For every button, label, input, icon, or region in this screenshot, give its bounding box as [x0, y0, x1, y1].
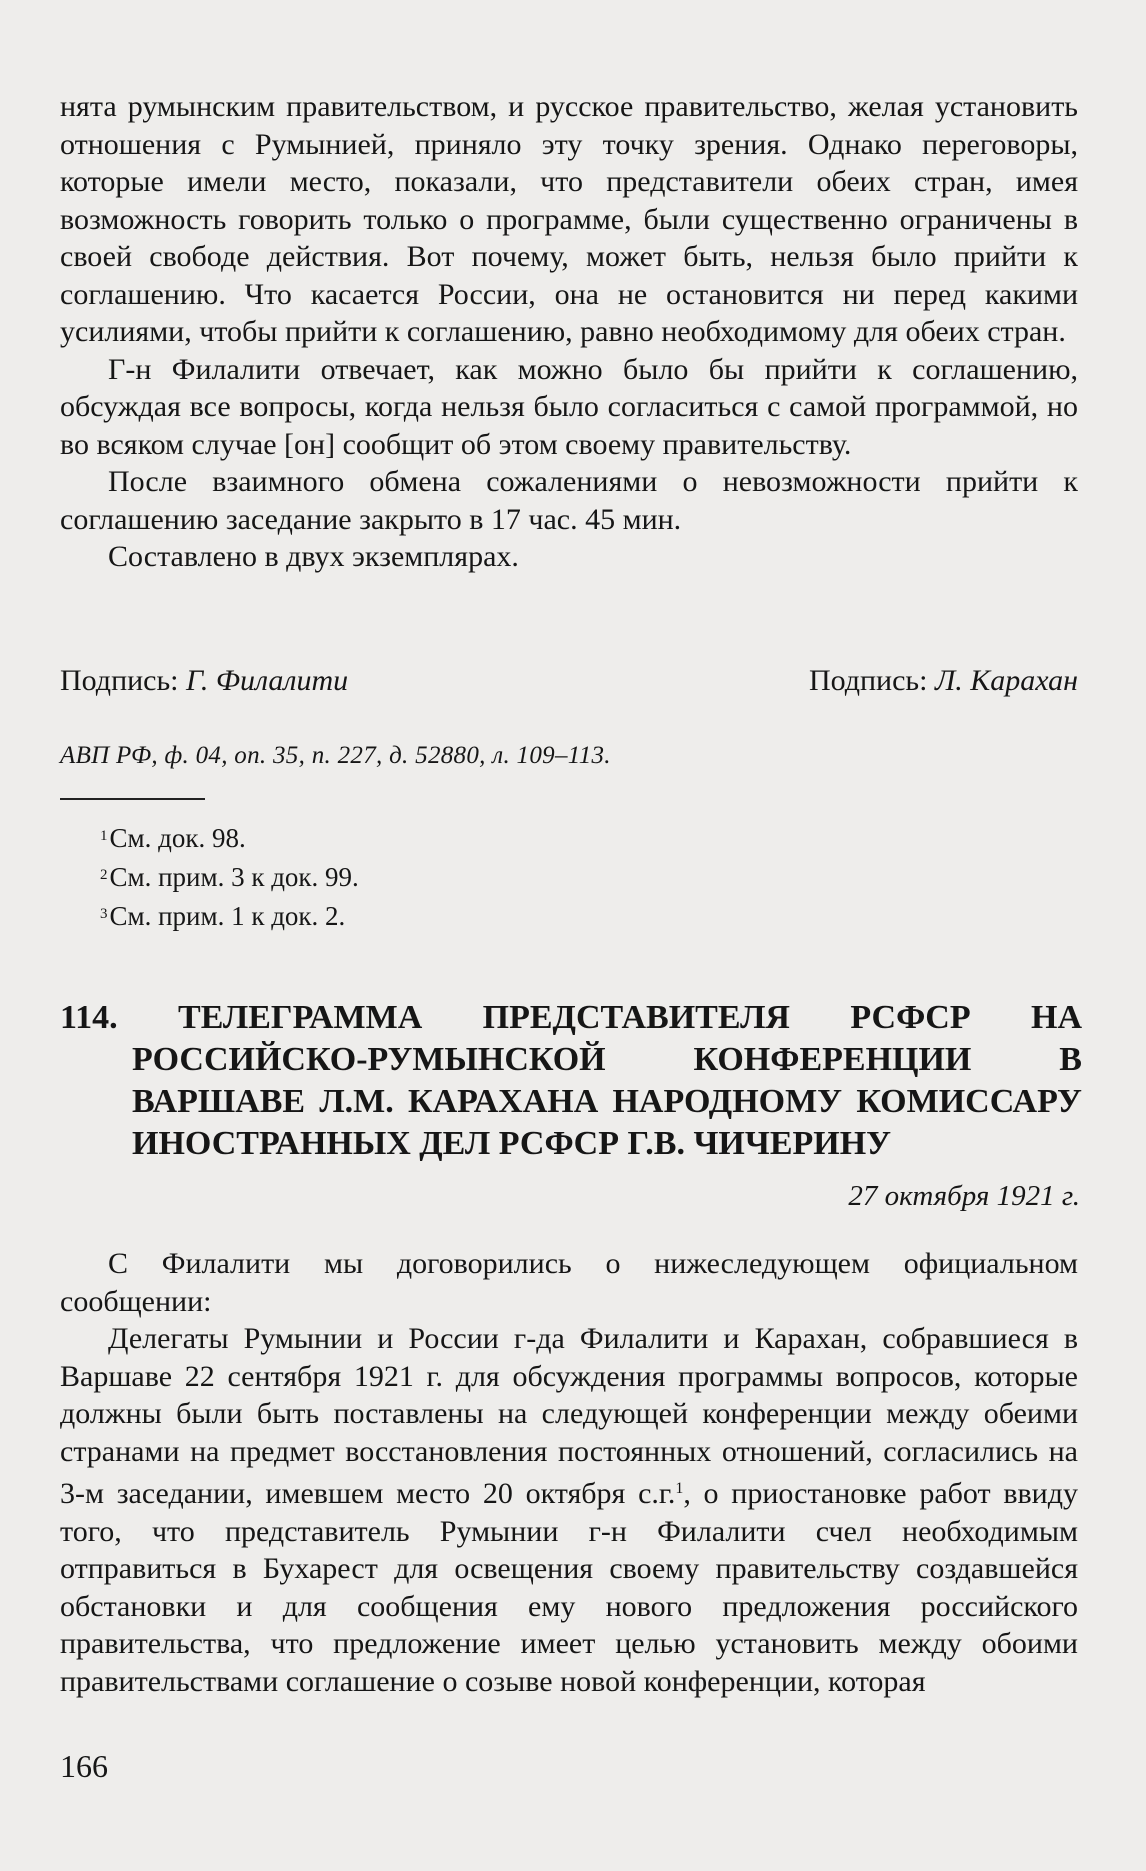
page-number: 166	[60, 1748, 108, 1784]
signatures-row	[60, 663, 1078, 699]
footnote-item: $^3$См. прим. 1 к док. 2.	[100, 901, 346, 931]
footnote-divider	[60, 798, 205, 800]
footnote-item: $^2$См. прим. 3 к док. 99.	[100, 862, 359, 892]
footnote-item: $^1$См. док. 98.	[100, 823, 246, 853]
paragraph-filaliti-reply: Г-н Филалити отвечает, как можно было бы прийти к соглашению, обсуждая все вопросы, когда нельзя было согласиться с самой программой, но во всяком случае [он] сообщит об этом своему правительству.	[60, 352, 1078, 461]
paragraph-communique: Делегаты Румынии и России г-да Филалити и Карахан, собравшиеся в Варшаве 22 сентября 1921 г. для обсуждения программы вопросов, которые должны были быть поставлены на следующей конференции между обеими странами на предмет восстановления постоянных отношений, согласились на 3-м заседании, имевшем место 20 октября с.г.$^1$, о приостановке работ ввиду того, что представитель Румынии г-н Филалити счел необходимым отправиться в Бухарест для освещения своему правительству создавшейся обстановки и для сообщения ему нового предложения российского правительства, что предложение имеет целью установить между обоими правительствами соглашение о созыве новой конференции, которая	[60, 1322, 1078, 1698]
paragraph-continuation: нята румынским правительством, и русское правительство, желая установить отношения с Румынией, приняло эту точку зрения. Однако переговоры, которые имели место, показали, что представители обеих стран, имея возможность говорить только о программе, были существенно ограничены в своей свободе действия. Вот почему, может быть, нельзя было прийти к соглашению. Что касается России, она не остановится ни перед какими усилиями, чтобы прийти к соглашению, равно необходимому для обеих стран.	[60, 90, 1078, 348]
document-title: ТЕЛЕГРАММА ПРЕДСТАВИТЕЛЯ РСФСР НА РОССИЙСКО-РУМЫНСКОЙ КОНФЕРЕНЦИИ В ВАРШАВЕ Л.М. КАРАХАНА НАРОДНОМУ КОМИССАРУ ИНОСТРАННЫХ ДЕЛ РСФСР Г.В. ЧИЧЕРИНУ	[132, 999, 1082, 1162]
document-heading	[60, 997, 1082, 1165]
footnote-marker: 1	[675, 1480, 684, 1497]
body-paragraphs	[60, 1245, 1078, 1700]
archive-reference: АВП РФ, ф. 04, оп. 35, п. 227, д. 52880, л. 109–113.	[60, 742, 611, 769]
document-date: 27 октября 1921 г.	[848, 1180, 1080, 1212]
paragraph-closing: После взаимного обмена сожалениями о невозможности прийти к соглашению заседание закрыто в 17 час. 45 мин.	[60, 465, 1078, 536]
footnotes	[100, 818, 359, 935]
signature-left: Подпись: Г. Филалити	[60, 664, 349, 697]
signature-right: Подпись: Л. Карахан	[808, 664, 1078, 697]
document-number: 114.	[60, 999, 118, 1036]
paragraph-copies: Составлено в двух экземплярах.	[108, 540, 519, 573]
top-paragraphs	[60, 88, 1078, 576]
paragraph-agreement: С Филалити мы договорились о нижеследующем официальном сообщении:	[60, 1247, 1078, 1318]
